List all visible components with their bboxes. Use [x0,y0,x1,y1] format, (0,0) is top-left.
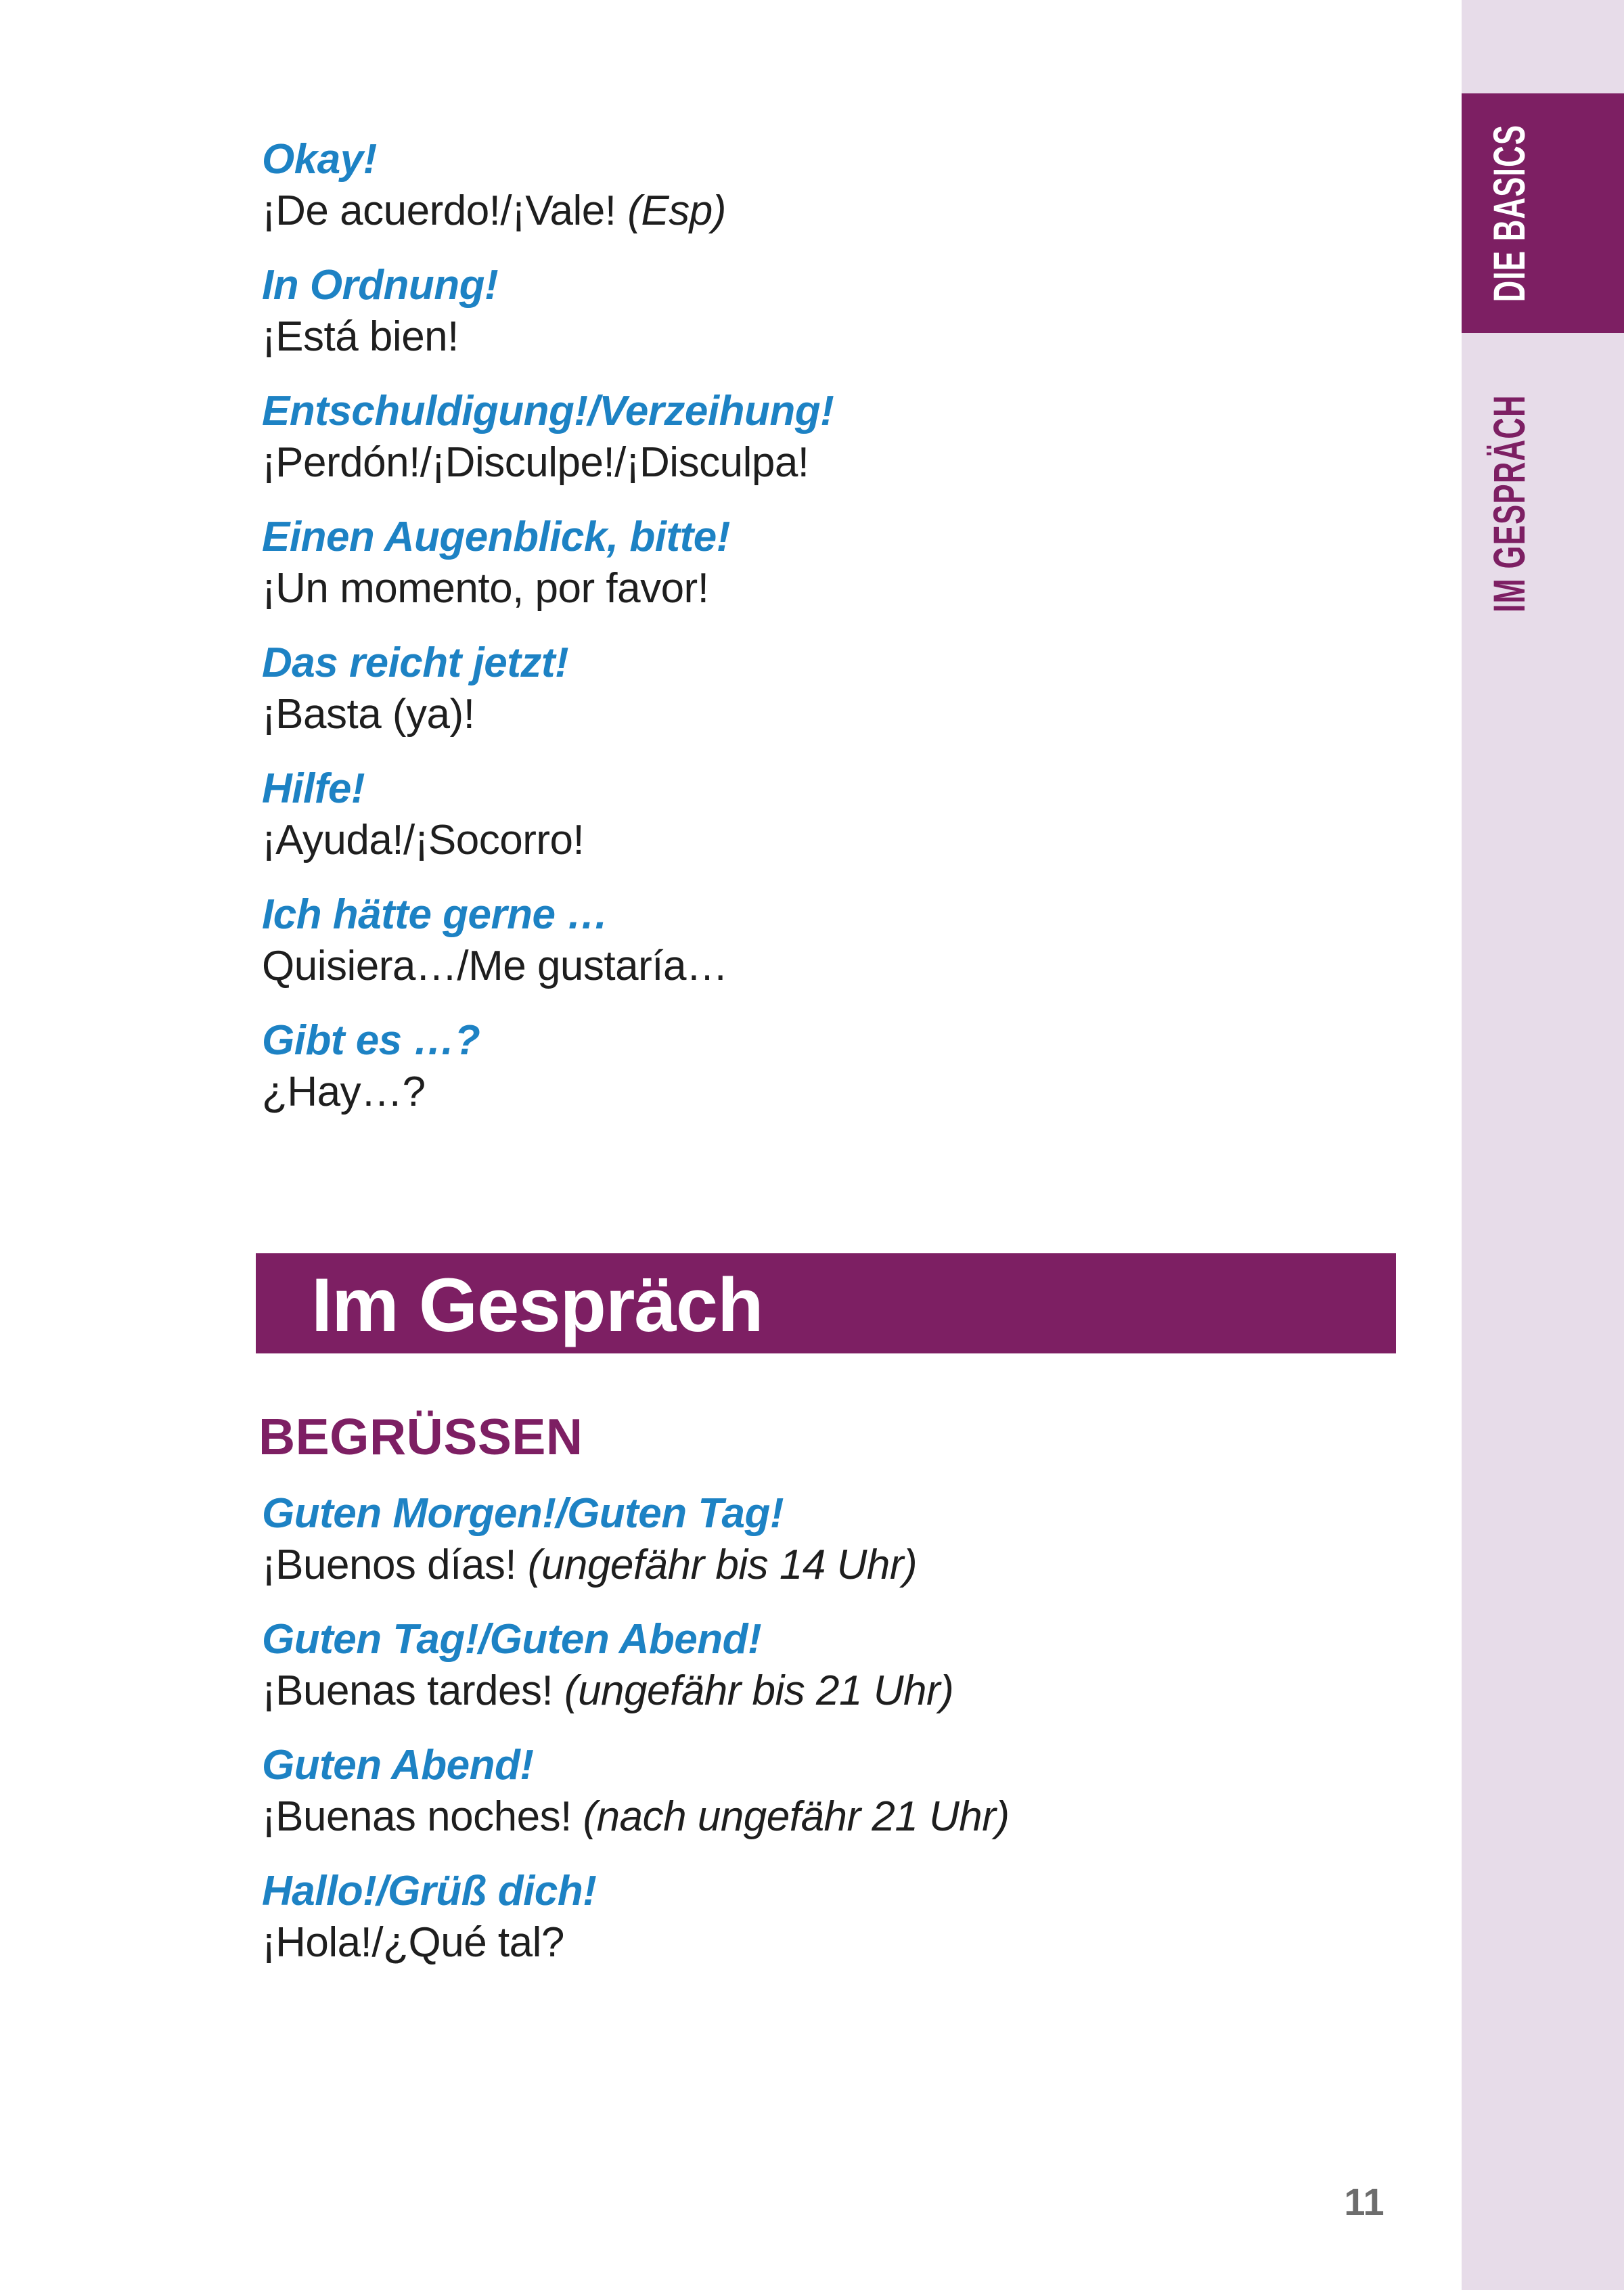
spanish-text: ¡Buenos días! [262,1542,528,1588]
spanish-text: Quisiera…/Me gustaría… [262,943,728,989]
spanish-text: ¡De acuerdo!/¡Vale! [262,187,628,234]
spanish-translation [262,1540,1010,1591]
spanish-translation [262,941,834,992]
basics-phrase-list [262,134,834,1141]
spanish-translation [262,689,834,740]
phrase-entry [262,1740,1010,1843]
spanish-text: ¡Un momento, por favor! [262,565,709,612]
german-phrase: Gibt es …? [262,1017,480,1064]
german-phrase: Entschuldigung!/Verzeihung! [262,388,834,434]
spanish-text: ¿Hay…? [262,1069,426,1115]
spanish-text: ¡Perdón!/¡Disculpe!/¡Disculpa! [262,439,809,486]
german-phrase: Einen Augenblick, bitte! [262,514,730,560]
phrase-entry [262,1488,1010,1591]
spanish-text: ¡Hola!/¿Qué tal? [262,1919,564,1966]
german-phrase: Hilfe! [262,765,365,812]
german-phrase: Guten Morgen!/Guten Tag! [262,1490,784,1537]
spanish-note: (ungefähr bis 21 Uhr) [564,1667,954,1714]
chapter-header-band [256,1253,1396,1353]
phrase-entry [262,260,834,363]
spanish-text: ¡Basta (ya)! [262,691,475,738]
spanish-translation [262,815,834,866]
spanish-text: ¡Está bien! [262,313,459,360]
german-phrase: Ich hätte gerne … [262,891,608,938]
spanish-translation [262,1067,834,1118]
german-phrase: Das reicht jetzt! [262,639,569,686]
phrase-entry [262,386,834,489]
german-phrase: Hallo!/Grüß dich! [262,1868,597,1914]
sidebar-tab-strip [1462,0,1624,2290]
sidebar-tab-label-im-gespraech: IM GESPRÄCH [1484,395,1534,612]
phrase-entry [262,1015,834,1118]
german-phrase: Okay! [262,136,377,183]
sidebar-tab-label-die-basics: DIE BASICS [1484,124,1534,302]
german-phrase: Guten Abend! [262,1742,534,1789]
phrase-entry [262,637,834,740]
greetings-phrase-list [262,1488,1010,1992]
phrase-entry [262,512,834,614]
spanish-translation [262,1917,1010,1969]
german-phrase: In Ordnung! [262,262,499,309]
page-number: 11 [1344,2180,1384,2223]
section-heading: BEGRÜSSEN [258,1408,583,1465]
spanish-translation [262,1665,1010,1717]
phrase-entry [262,1866,1010,1969]
phrase-entry [262,763,834,866]
spanish-note: (ungefähr bis 14 Uhr) [527,1542,918,1588]
spanish-translation [262,1791,1010,1843]
phrase-entry [262,134,834,237]
phrase-entry [262,1614,1010,1717]
chapter-title: Im Gespräch [311,1263,763,1347]
german-phrase: Guten Tag!/Guten Abend! [262,1616,762,1663]
phrase-entry [262,889,834,992]
spanish-translation [262,311,834,363]
spanish-translation [262,185,834,237]
spanish-note: (Esp) [627,187,726,234]
spanish-text: ¡Buenas tardes! [262,1667,564,1714]
spanish-text: ¡Buenas noches! [262,1793,583,1840]
spanish-text: ¡Ayuda!/¡Socorro! [262,817,585,863]
spanish-translation [262,563,834,614]
spanish-note: (nach ungefähr 21 Uhr) [583,1793,1010,1840]
spanish-translation [262,437,834,489]
